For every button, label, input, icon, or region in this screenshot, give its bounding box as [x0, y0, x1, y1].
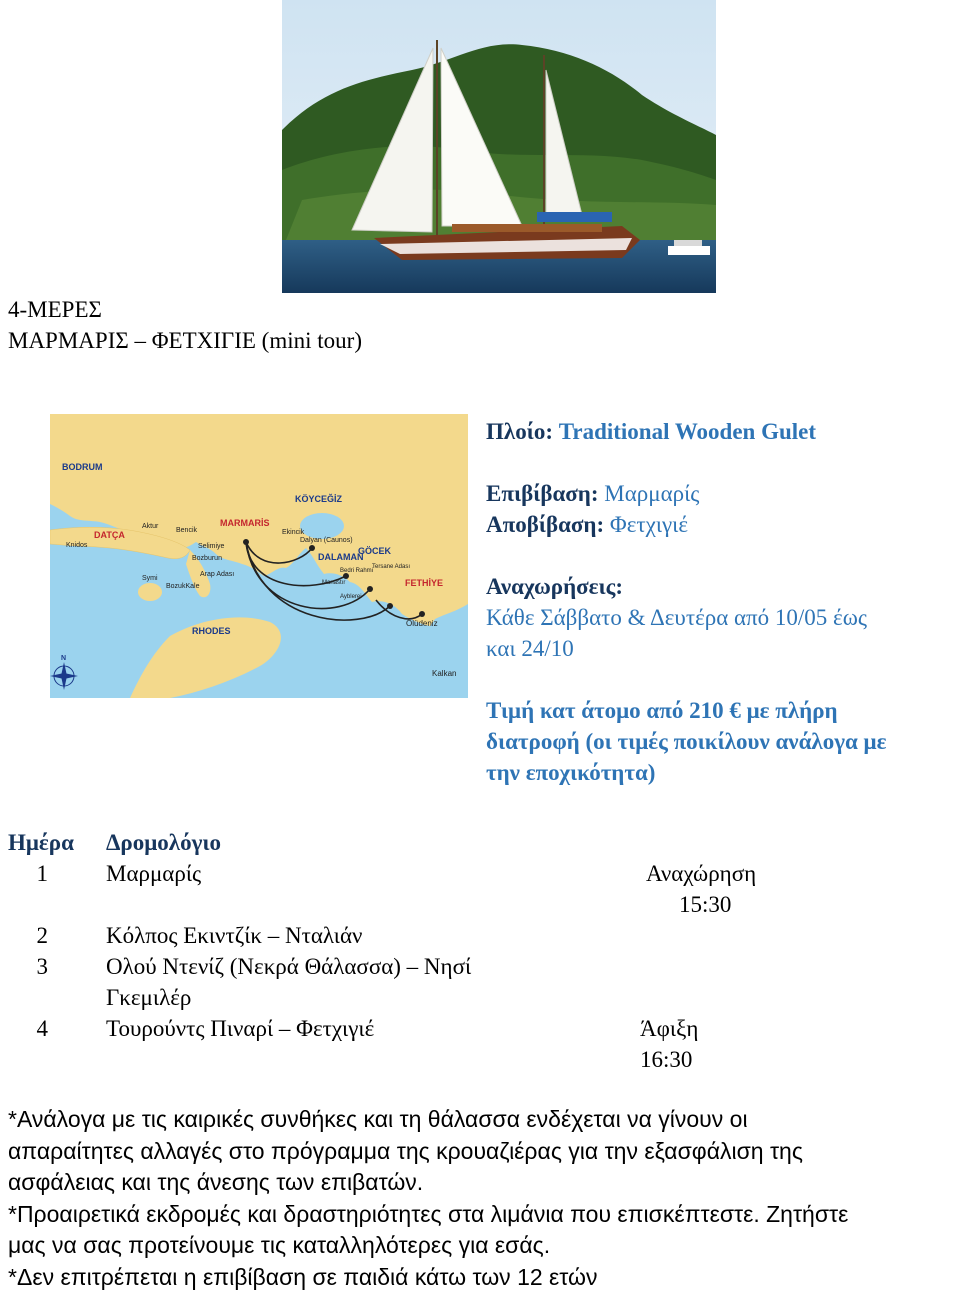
row-day: 1	[0, 858, 48, 889]
map-label-kalkan: Kalkan	[432, 669, 456, 678]
row-place: Μαρμαρίς	[106, 858, 201, 889]
map-label-aktur: Aktur	[142, 523, 159, 530]
map-label-koycegiz: KÖYCEĞİZ	[295, 493, 343, 504]
map-label-marmaris: MARMARİS	[220, 518, 270, 528]
map-label-fethiye: FETHİYE	[405, 578, 443, 588]
map-label-selimiye: Selimiye	[198, 543, 225, 550]
embark-label: Επιβίβαση:	[486, 481, 599, 506]
map-label-ekincik: Ekincik	[282, 529, 305, 536]
notes	[8, 1104, 953, 1293]
tour-info	[486, 416, 956, 788]
embark-value: Μαρμαρίς	[604, 481, 699, 506]
tour-heading	[8, 294, 362, 356]
embark-line	[486, 478, 956, 509]
price-line-2: διατροφή (οι τιμές ποικίλουν ανάλογα με	[486, 726, 956, 757]
row-day: 3	[0, 951, 48, 982]
map-label-datca: DATÇA	[94, 530, 125, 540]
row-day: 2	[0, 920, 48, 951]
map-label-bozukkale: BozukKale	[166, 583, 200, 590]
note-2-line-2: μας να σας προτείνουμε τις καταλληλότερες για εσάς.	[8, 1230, 953, 1262]
row-place-cont: Γκεμιλέρ	[106, 982, 191, 1013]
disembark-value: Φετχιγιέ	[610, 512, 688, 537]
row-place: Κόλπος Εκιντζίκ – Νταλιάν	[106, 920, 362, 951]
row-place: Τουρούντς Πιναρί – Φετχιγιέ	[106, 1013, 374, 1044]
tour-title: ΜΑΡΜΑΡΙΣ – ΦΕΤΧΙΓΙΕ (mini tour)	[8, 325, 362, 356]
tour-duration: 4-ΜΕΡΕΣ	[8, 294, 362, 325]
gulet-photo	[282, 0, 716, 293]
map-label-bencik: Bencik	[176, 527, 198, 534]
row-place: Ολού Ντενίζ (Νεκρά Θάλασσα) – Νησί	[106, 951, 471, 982]
map-label-bozburun: Bozburun	[192, 555, 222, 562]
departures-label: Αναχωρήσεις:	[486, 571, 956, 602]
note-1-line-1: *Ανάλογα με τις καιρικές συνθήκες και τη θάλασσα ενδέχεται να γίνουν οι	[8, 1104, 953, 1136]
map-label-tersane: Tersane Adası	[372, 564, 410, 570]
departures-line-1: Κάθε Σάββατο & Δευτέρα από 10/05 έως	[486, 602, 956, 633]
map-label-symi: Symi	[142, 575, 158, 582]
price-line-1: Τιμή κατ άτομο από 210 € με πλήρη	[486, 695, 956, 726]
row-time: 15:30	[679, 889, 731, 920]
map-label-arap: Arap Adası	[200, 571, 234, 578]
note-1-line-2: απαραίτητες αλλαγές στο πρόγραμμα της κρουαζιέρας για την εξασφάλιση της	[8, 1136, 953, 1168]
header-route: Δρομολόγιο	[106, 827, 221, 858]
map-label-rhodes: RHODES	[192, 626, 231, 636]
row-time-label: Άφιξη	[640, 1013, 698, 1044]
price-line-3: την εποχικότητα)	[486, 757, 956, 788]
map-label-manastir: Manastır	[322, 580, 345, 586]
map-label-bodrum: BODRUM	[62, 462, 103, 472]
boat-line	[486, 416, 956, 447]
note-3: *Δεν επιτρέπεται η επιβίβαση σε παιδιά κάτω των 12 ετών	[8, 1262, 953, 1293]
compass-north-label: N	[61, 655, 66, 662]
map-label-dalaman: DALAMAN	[318, 552, 364, 562]
itinerary-table	[0, 827, 960, 1077]
boat-value: Traditional Wooden Gulet	[559, 419, 816, 444]
map-label-gocek: GÖCEK	[358, 546, 392, 556]
header-day: Ημέρα	[8, 827, 74, 858]
row-time: 16:30	[640, 1044, 692, 1075]
boat-label: Πλοίο:	[486, 419, 553, 444]
disembark-label: Αποβίβαση:	[486, 512, 604, 537]
map-label-knidos: Knidos	[66, 542, 88, 549]
departures-line-2: και 24/10	[486, 633, 956, 664]
note-1-line-3: ασφάλειας και της άνεσης των επιβατών.	[8, 1167, 953, 1199]
map-label-oludeniz: Ölüdeniz	[406, 619, 438, 628]
map-label-aybleri: Ayblerei	[340, 594, 362, 600]
note-2-line-1: *Προαιρετικά εκδρομές και δραστηριότητες στα λιμάνια που επισκέπτεστε. Ζητήστε	[8, 1199, 953, 1231]
map-label-bedri: Bedri Rahmi	[340, 568, 373, 574]
row-day: 4	[0, 1013, 48, 1044]
row-time-label: Αναχώρηση	[646, 858, 756, 889]
route-map	[50, 414, 468, 698]
map-label-dalyan: Dalyan (Caunos)	[300, 537, 353, 544]
disembark-line	[486, 509, 956, 540]
